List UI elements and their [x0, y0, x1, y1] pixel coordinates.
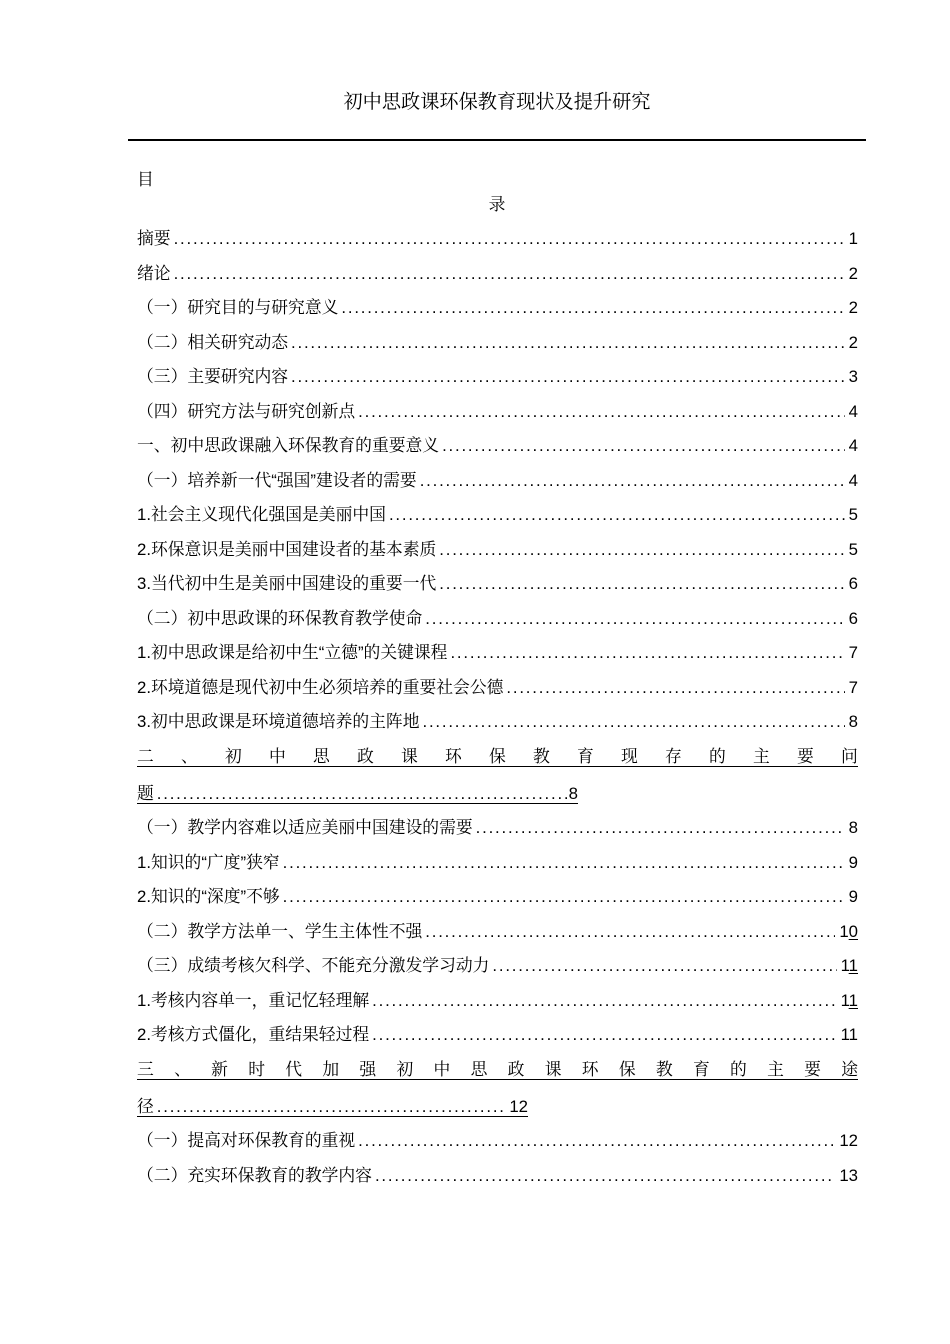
toc-dot-leader: [389, 498, 845, 533]
toc-entry-label-char: 、: [181, 746, 198, 766]
toc-entry-label-char: 政: [357, 746, 374, 766]
toc-entry-page: 8: [848, 712, 858, 731]
toc-entry-label: （二）充实环保教育的教学内容: [137, 1165, 372, 1185]
toc-entry-label-char: 思: [470, 1059, 488, 1079]
toc-entry-page: 2: [848, 332, 858, 352]
toc-entry[interactable]: [137, 880, 858, 915]
toc-entry-label: 绪论: [137, 263, 171, 283]
toc-entry-label: 2.环境道德是现代初中生必须培养的重要社会公德: [137, 677, 504, 697]
toc-entry-label: 2.考核方式僵化，重结果轻过程: [137, 1025, 370, 1044]
toc-entry-line2: [137, 785, 578, 804]
toc-heading-first-char: 目: [137, 170, 154, 189]
toc-dot-leader: [420, 464, 845, 499]
toc-entry-wrapped[interactable]: [137, 1053, 858, 1125]
toc-entry-page: 3: [848, 367, 858, 386]
toc-entry[interactable]: [137, 636, 858, 671]
toc-entry-page: 2: [848, 263, 858, 283]
toc-entry[interactable]: [137, 846, 858, 881]
toc-entry-label-char: 思: [313, 746, 330, 766]
toc-entry-label-char: 要: [797, 746, 814, 766]
toc-entry-label-char: 中: [433, 1059, 451, 1079]
toc-entry[interactable]: [137, 811, 858, 846]
toc-entry-label-char: 要: [804, 1059, 821, 1079]
toc-dot-leader: [358, 395, 844, 430]
toc-entry-label-char: 中: [269, 746, 286, 766]
toc-dot-leader: [291, 360, 845, 395]
toc-entry-label: 1.知识的“广度”狭窄: [137, 852, 280, 872]
toc-dot-leader: [174, 257, 845, 292]
toc-entry-page: 13: [839, 1165, 858, 1185]
toc-entry-page-digit: 0: [848, 921, 858, 941]
toc-entry-label-char: 的: [730, 1059, 747, 1079]
toc-entry-page: 12: [509, 1096, 528, 1116]
toc-entry-label-line2: 径: [137, 1096, 154, 1116]
toc-entry-label-char: 保: [618, 1059, 636, 1079]
toc-entry[interactable]: [137, 326, 858, 361]
toc-entry-label: （三）成绩考核欠科学、不能充分激发学习动力: [137, 956, 490, 975]
toc-entry-page-digit: 1: [848, 956, 858, 975]
toc-dot-leader: [439, 533, 844, 568]
toc-entry[interactable]: [137, 464, 858, 499]
toc-dot-leader: [283, 880, 845, 915]
toc-entry-page: 11: [840, 956, 858, 975]
toc-entry-label-char: 的: [709, 746, 726, 766]
toc-entry-page: 5: [848, 539, 858, 559]
toc-entry-label: （一）研究目的与研究意义: [137, 298, 339, 317]
toc-entry-label: （三）主要研究内容: [137, 367, 289, 386]
toc-entry-label-char: 强: [359, 1059, 377, 1079]
toc-entry-label: 1.考核内容单一，重记忆轻理解: [137, 990, 370, 1010]
toc-dot-leader: [174, 222, 845, 257]
toc-dot-leader: [423, 705, 845, 740]
toc-entry[interactable]: [137, 984, 858, 1019]
toc-entry-label-char: 问: [841, 746, 858, 766]
toc-entry-label: （二）初中思政课的环保教育教学使命: [137, 608, 423, 628]
toc-entry-label-char: 环: [445, 746, 462, 766]
toc-entry[interactable]: [137, 949, 858, 984]
toc-entry[interactable]: [137, 915, 858, 950]
toc-entry-label-char: 教: [533, 746, 550, 766]
toc-entry-page: 12: [839, 1131, 858, 1150]
toc-entry-page: 11: [840, 990, 858, 1010]
toc-dot-leader: [492, 949, 836, 984]
toc-entry-label-char: 初: [396, 1059, 414, 1079]
toc-dot-leader: [372, 1018, 836, 1053]
toc-entry-wrapped[interactable]: [137, 740, 858, 812]
toc-entry-label-char: 课: [401, 746, 418, 766]
toc-dot-leader: [283, 846, 845, 881]
toc-entry-label-char: 环: [581, 1059, 599, 1079]
toc-dot-leader: [476, 811, 845, 846]
toc-dot-leader: [375, 1159, 835, 1194]
toc-entry-page: 8: [568, 783, 578, 803]
toc-entry-label-line1: [137, 1061, 858, 1080]
toc-entry-page: 5: [848, 505, 858, 524]
toc-entry-label-char: 、: [174, 1059, 191, 1079]
toc-heading-second-char: 录: [488, 195, 506, 214]
toc-entry-label: 3.当代初中生是美丽中国建设的重要一代: [137, 574, 437, 593]
toc-entry[interactable]: [137, 567, 858, 602]
toc-entry-label: 1.社会主义现代化强国是美丽中国: [137, 505, 386, 524]
toc-entry-page: 11: [840, 1025, 858, 1044]
toc-entry[interactable]: [137, 1018, 858, 1053]
toc-entry-label: （一）培养新一代“强国”建设者的需要: [137, 470, 417, 490]
toc-entry-page: 7: [848, 643, 858, 662]
toc-entry-label: （四）研究方法与研究创新点: [137, 401, 356, 421]
toc-entry-label-char: 主: [767, 1059, 784, 1079]
toc-entry-label-char: 途: [841, 1059, 858, 1079]
toc-entry-page-digit: 1: [848, 990, 858, 1010]
toc-entry-label: （二）教学方法单一、学生主体性不强: [137, 921, 423, 941]
toc-dot-leader: [450, 636, 844, 671]
header-divider: [128, 139, 866, 141]
toc-entry-page: 4: [848, 401, 858, 421]
document-title: 初中思政课环保教育现状及提升研究: [343, 92, 651, 113]
toc-entry[interactable]: [137, 257, 858, 292]
toc-entry[interactable]: [137, 671, 858, 706]
toc-entry[interactable]: [137, 1124, 858, 1159]
toc-entry-label-char: 加: [322, 1059, 340, 1079]
toc-entry-label-char: 政: [507, 1059, 525, 1079]
toc-entry-page: 4: [848, 436, 858, 455]
toc-entry[interactable]: [137, 395, 858, 430]
toc-entry-label-char: 主: [753, 746, 770, 766]
toc-entry[interactable]: [137, 533, 858, 568]
toc-entry-label-char: 新: [211, 1059, 228, 1079]
toc-entry-page: 1: [848, 229, 858, 248]
toc-entry-label: 一、初中思政课融入环保教育的重要意义: [137, 436, 440, 455]
toc-entry-label-char: 现: [621, 746, 638, 766]
toc-dot-leader: [442, 429, 845, 464]
toc-entry-label-char: 教: [655, 1059, 673, 1079]
toc-entry[interactable]: [137, 360, 858, 395]
toc-dot-leader: [358, 1124, 835, 1159]
toc-entry-label-char: 存: [665, 746, 682, 766]
toc-entry-page: 10: [839, 921, 858, 941]
toc-entry-line2: [137, 1098, 528, 1117]
toc-dot-leader: [425, 602, 844, 637]
toc-dot-leader: [291, 326, 845, 361]
toc-entry-label-char: 育: [577, 746, 594, 766]
toc-entry-label-line1: [137, 748, 858, 767]
toc-entry-label: （二）相关研究动态: [137, 332, 289, 352]
toc-entry[interactable]: [137, 602, 858, 637]
toc-entry[interactable]: [137, 705, 858, 740]
toc-entry-label: 1.初中思政课是给初中生“立德”的关键课程: [137, 643, 448, 662]
toc-dot-leader: [372, 984, 836, 1019]
toc-entry-page: 7: [848, 677, 858, 697]
toc-entry-label-char: 三: [137, 1059, 154, 1079]
toc-entry[interactable]: [137, 291, 858, 326]
toc-entry-label-line2: 题: [137, 783, 154, 803]
toc-entry-page: 4: [848, 470, 858, 490]
toc-entry-page: 9: [848, 852, 858, 872]
toc-entry-label-char: 时: [248, 1059, 265, 1079]
toc-dot-leader: [506, 671, 844, 706]
toc-entry-label: （一）提高对环保教育的重视: [137, 1131, 356, 1150]
toc-dot-leader: [341, 291, 844, 326]
toc-entry[interactable]: [137, 429, 858, 464]
toc-entry-page: 9: [848, 887, 858, 906]
toc-entry[interactable]: [137, 222, 858, 257]
toc-dot-leader: [157, 1098, 508, 1116]
toc-entry-label: 2.环保意识是美丽中国建设者的基本素质: [137, 539, 437, 559]
toc-entry-label: 3.初中思政课是环境道德培养的主阵地: [137, 712, 420, 731]
toc-dot-leader: [157, 785, 567, 803]
toc-entry-page: 8: [848, 818, 858, 837]
toc-entry-page: 2: [848, 298, 858, 317]
toc-entry-label-char: 课: [544, 1059, 562, 1079]
toc-dot-leader: [425, 915, 835, 950]
toc-entry-label-char: 二: [137, 746, 154, 766]
table-of-contents: [137, 222, 858, 1193]
toc-dot-leader: [439, 567, 844, 602]
toc-entry[interactable]: [137, 498, 858, 533]
toc-entry[interactable]: [137, 1159, 858, 1194]
toc-entry-label: 2.知识的“深度”不够: [137, 887, 280, 906]
toc-entry-label: （一）教学内容难以适应美丽中国建设的需要: [137, 818, 473, 837]
toc-entry-label-char: 初: [225, 746, 242, 766]
toc-entry-label-char: 代: [285, 1059, 303, 1079]
toc-entry-page: 6: [848, 608, 858, 628]
toc-entry-page: 6: [848, 574, 858, 593]
toc-entry-label: 摘要: [137, 229, 171, 248]
toc-entry-label-char: 育: [692, 1059, 710, 1079]
toc-entry-label-char: 保: [489, 746, 506, 766]
